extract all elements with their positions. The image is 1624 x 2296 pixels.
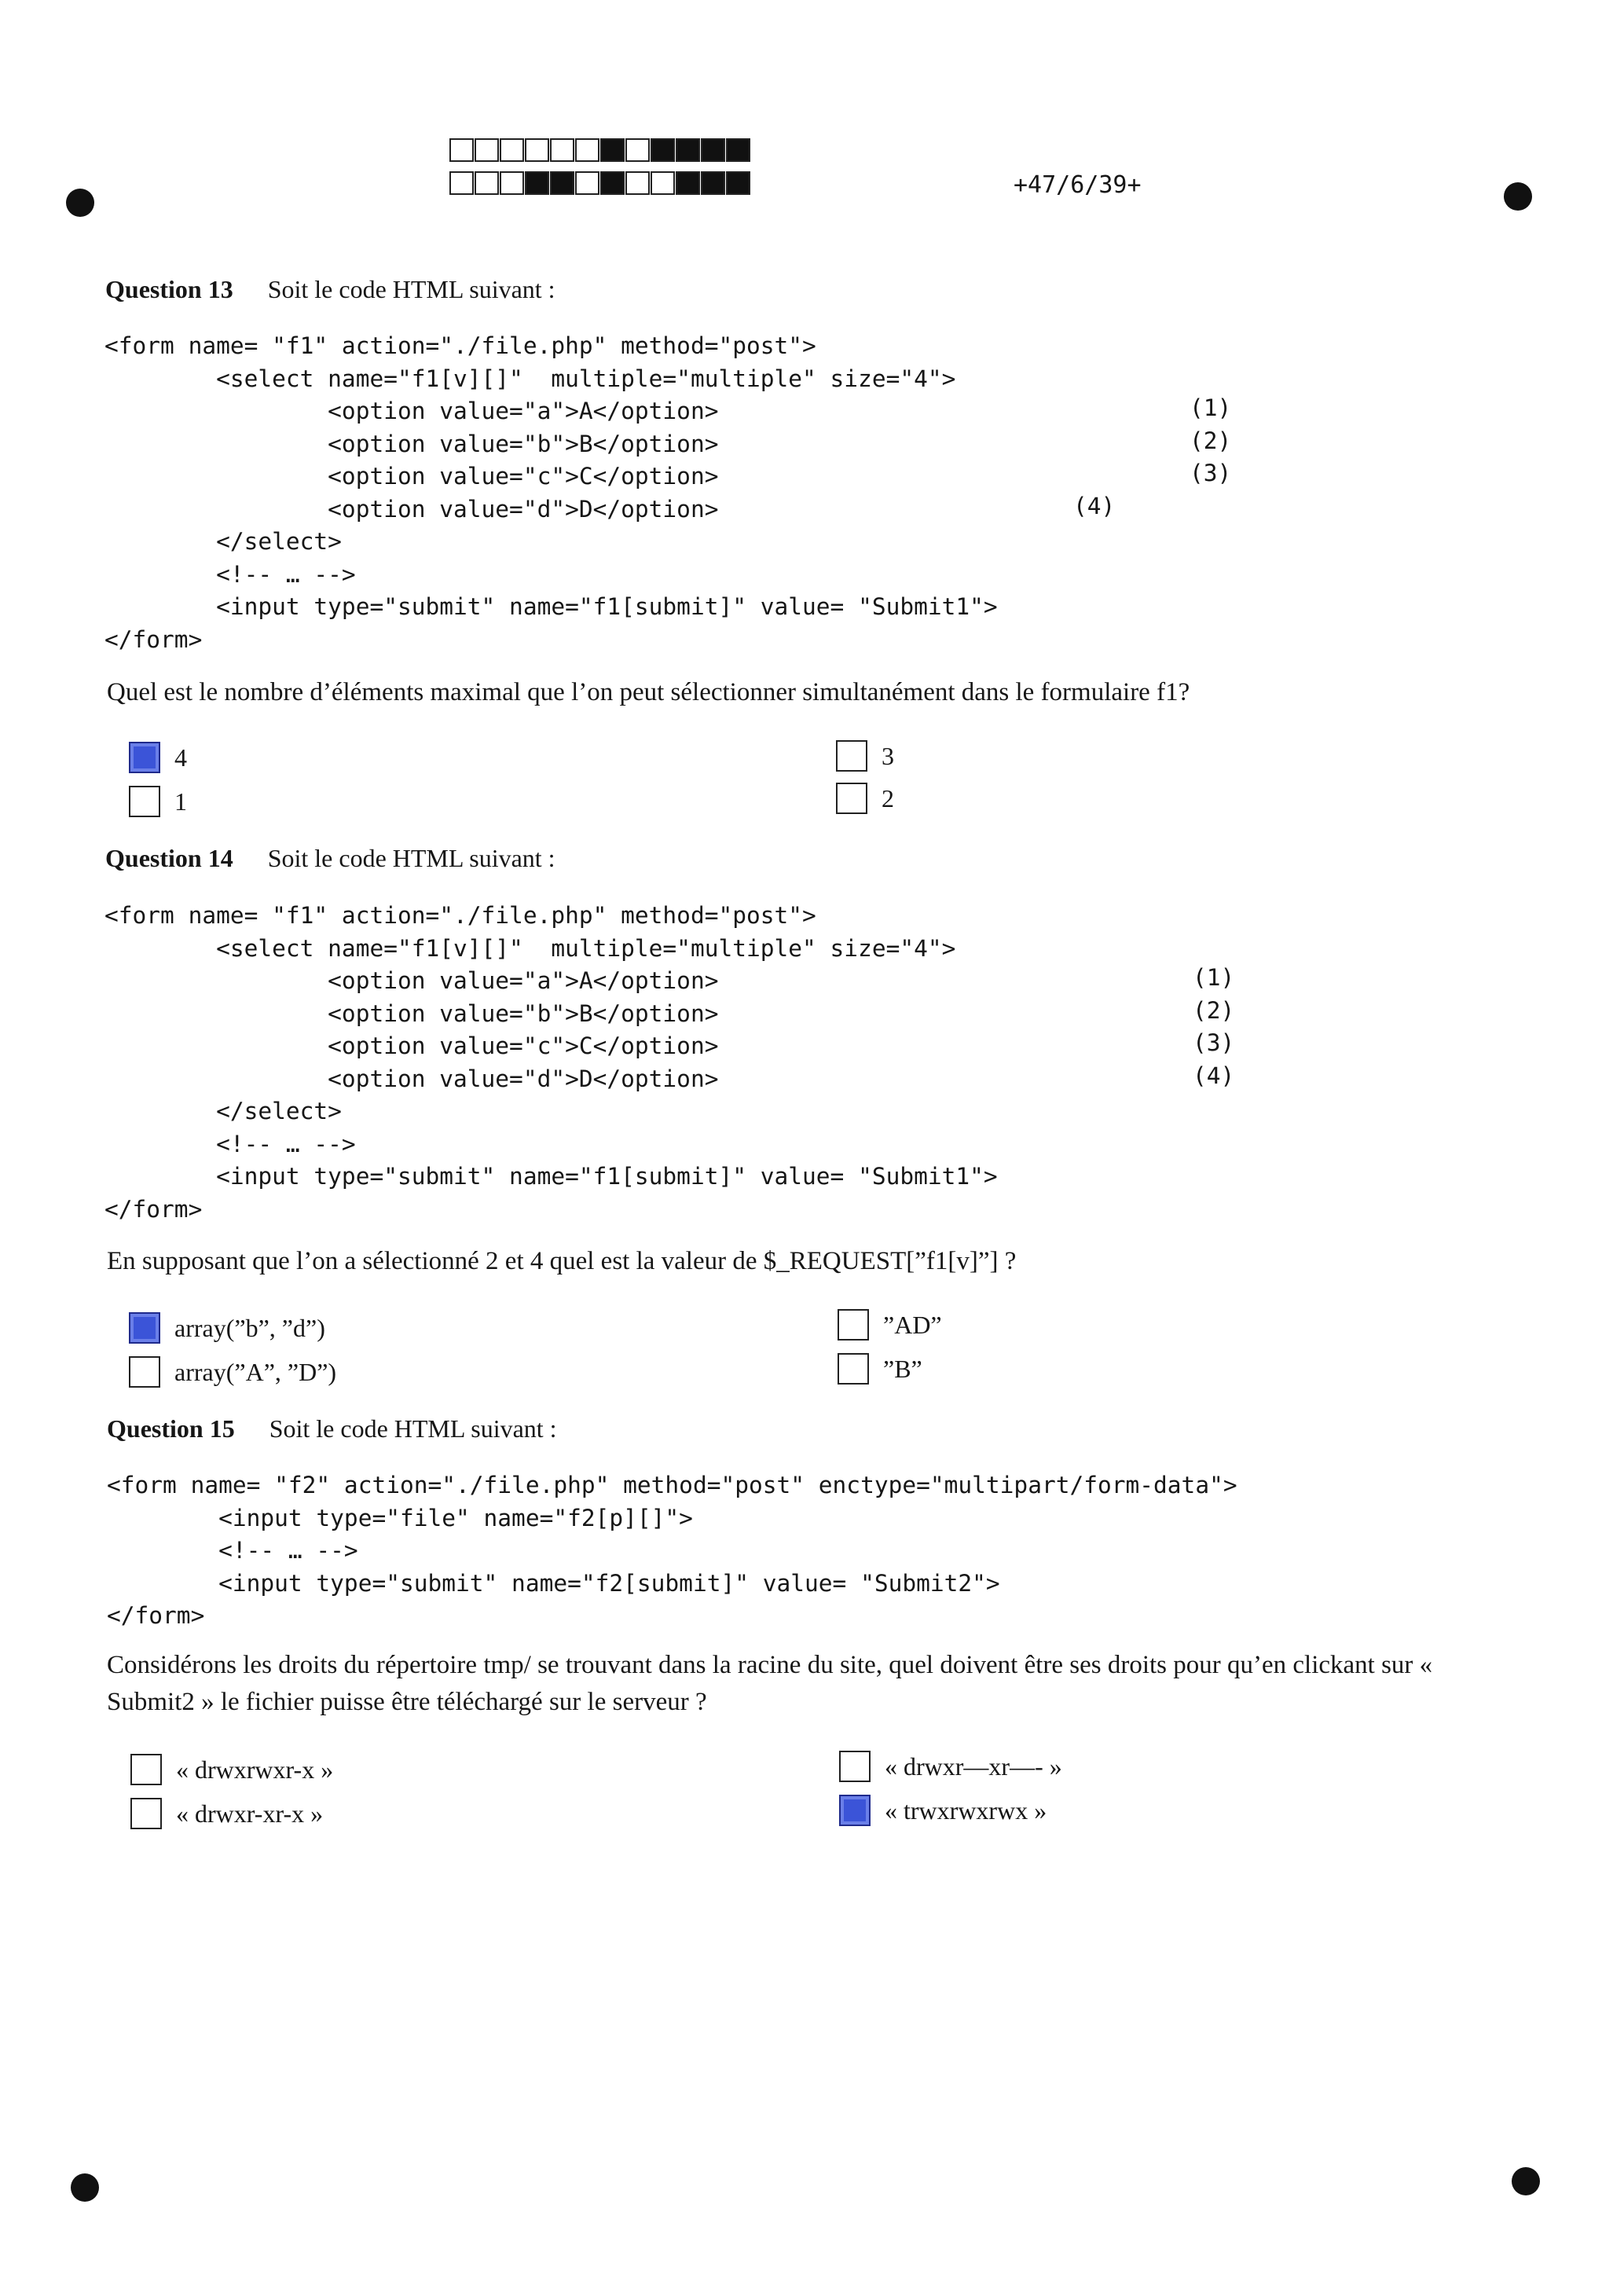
barcode-cell bbox=[500, 171, 524, 195]
barcode-cell bbox=[651, 138, 675, 162]
option-marker: (4) bbox=[1073, 493, 1116, 519]
answer-option[interactable] bbox=[839, 1795, 1047, 1826]
question-intro: Soit le code HTML suivant : bbox=[267, 844, 555, 872]
code-block: <form name= "f1" action="./file.php" method="post"> <select name="f1[v][]" multiple="multiple" size="4"> <option value="a">A</option> <option value="b">B</option> <option value="c">C</option> <option value="d">D</option> </select> <!-- … --> <input type="submit" name="f1[submit]" value= "Submit1"> </form> bbox=[104, 332, 998, 653]
answer-label: ”AD” bbox=[883, 1310, 942, 1339]
barcode-cell bbox=[525, 171, 549, 195]
answer-option[interactable] bbox=[129, 742, 187, 773]
code-block: <form name= "f2" action="./file.php" method="post" enctype="multipart/form-data"> <input type="file" name="f2[p][]"> <!-- … --> <input type="submit" name="f2[submit]" value= "Submit2"> </form> bbox=[107, 1472, 1237, 1629]
answer-label: array(”b”, ”d”) bbox=[174, 1313, 325, 1342]
barcode-cell bbox=[550, 171, 574, 195]
barcode-cell bbox=[625, 171, 650, 195]
question-prompt: En supposant que l’on a sélectionné 2 et 4 quel est la valeur de $_REQUEST[”f1[v]”] ? bbox=[107, 1247, 1017, 1275]
answer-label: array(”A”, ”D”) bbox=[174, 1357, 337, 1386]
option-marker: (1) bbox=[1190, 394, 1232, 421]
barcode-cell bbox=[525, 138, 549, 162]
barcode-cell bbox=[726, 171, 750, 195]
registration-mark-top-right bbox=[1504, 182, 1532, 211]
barcode-cell bbox=[625, 138, 650, 162]
question-prompt: Quel est le nombre d’éléments maximal que l’on peut sélectionner simultanément dans le formulaire f1? bbox=[107, 678, 1190, 706]
answer-checkbox[interactable] bbox=[130, 1754, 162, 1785]
answer-checkbox[interactable] bbox=[129, 1356, 160, 1388]
question-intro: Soit le code HTML suivant : bbox=[269, 1414, 557, 1443]
answer-checkbox[interactable] bbox=[129, 1312, 160, 1344]
barcode-cell bbox=[475, 138, 499, 162]
answer-label: « trwxrwxrwx » bbox=[885, 1795, 1047, 1825]
barcode-cell bbox=[701, 138, 725, 162]
registration-mark-bottom-right bbox=[1512, 2167, 1540, 2195]
option-markers bbox=[1193, 962, 1234, 1092]
answer-checkbox[interactable] bbox=[836, 783, 867, 814]
option-marker: (2) bbox=[1193, 996, 1235, 1024]
answer-label: 1 bbox=[174, 787, 187, 816]
question-intro: Soit le code HTML suivant : bbox=[267, 275, 555, 303]
question-number: Question 14 bbox=[105, 844, 233, 872]
answer-label: « drwxr-xr-x » bbox=[176, 1799, 324, 1828]
barcode-cell bbox=[550, 138, 574, 162]
answer-checkbox[interactable] bbox=[839, 1795, 871, 1826]
code-block: <form name= "f1" action="./file.php" method="post"> <select name="f1[v][]" multiple="multiple" size="4"> <option value="a">A</option> <option value="b">B</option> <option value="c">C</option> <option value="d">D</option> </select> <!-- … --> <input type="submit" name="f1[submit]" value= "Submit1"> </form> bbox=[104, 902, 998, 1223]
answer-option[interactable] bbox=[129, 1312, 325, 1344]
answer-option[interactable] bbox=[129, 786, 187, 817]
option-marker: (1) bbox=[1193, 964, 1235, 991]
answer-label: 2 bbox=[882, 783, 894, 812]
answer-label: 4 bbox=[174, 743, 187, 772]
question-13-heading bbox=[105, 275, 555, 304]
answer-option[interactable] bbox=[130, 1754, 333, 1785]
barcode-cell bbox=[575, 138, 599, 162]
barcode-cell bbox=[600, 138, 625, 162]
answer-label: ”B” bbox=[883, 1354, 922, 1383]
page-code: +47/6/39+ bbox=[1014, 171, 1142, 199]
answer-option[interactable] bbox=[838, 1309, 942, 1341]
answer-option[interactable] bbox=[838, 1353, 922, 1385]
barcode-cell bbox=[676, 138, 700, 162]
barcode-cell bbox=[449, 171, 474, 195]
option-marker: (2) bbox=[1190, 427, 1232, 454]
option-markers bbox=[1190, 392, 1231, 490]
barcode-cell bbox=[676, 171, 700, 195]
option-marker: (3) bbox=[1193, 1029, 1235, 1056]
registration-mark-bottom-left bbox=[71, 2173, 99, 2202]
answer-label: 3 bbox=[882, 741, 894, 770]
barcode-top-row bbox=[449, 138, 751, 162]
answer-checkbox[interactable] bbox=[838, 1353, 869, 1385]
answer-checkbox[interactable] bbox=[130, 1798, 162, 1829]
barcode-cell bbox=[651, 171, 675, 195]
barcode-cell bbox=[500, 138, 524, 162]
answer-checkbox[interactable] bbox=[129, 786, 160, 817]
answer-checkbox[interactable] bbox=[838, 1309, 869, 1341]
question-15-heading bbox=[107, 1414, 557, 1443]
answer-option[interactable] bbox=[130, 1798, 323, 1829]
barcode-cell bbox=[449, 138, 474, 162]
barcode-cell bbox=[575, 171, 599, 195]
answer-checkbox[interactable] bbox=[839, 1751, 871, 1782]
question-prompt: Considérons les droits du répertoire tmp/ se trouvant dans la racine du site, quel doivent être ses droits pour qu’en clickant sur « Submit2 » le fichier puisse être téléchargé sur le serveur ? bbox=[107, 1651, 1433, 1716]
option-marker: (4) bbox=[1193, 1062, 1235, 1089]
barcode-cell bbox=[600, 171, 625, 195]
registration-mark-top-left bbox=[66, 189, 94, 217]
barcode-bottom-row bbox=[449, 171, 751, 195]
answer-option[interactable] bbox=[836, 783, 894, 814]
question-number: Question 15 bbox=[107, 1414, 235, 1443]
answer-label: « drwxr—xr—- » bbox=[885, 1751, 1062, 1781]
question-14-heading bbox=[105, 844, 555, 873]
answer-checkbox[interactable] bbox=[129, 742, 160, 773]
answer-label: « drwxrwxr-x » bbox=[176, 1755, 334, 1784]
answer-option[interactable] bbox=[836, 740, 894, 772]
answer-checkbox[interactable] bbox=[836, 740, 867, 772]
answer-option[interactable] bbox=[129, 1356, 336, 1388]
option-marker-4 bbox=[1073, 490, 1115, 523]
barcode-cell bbox=[475, 171, 499, 195]
answer-option[interactable] bbox=[839, 1751, 1062, 1782]
question-number: Question 13 bbox=[105, 275, 233, 303]
barcode-cell bbox=[726, 138, 750, 162]
barcode-cell bbox=[701, 171, 725, 195]
option-marker: (3) bbox=[1190, 460, 1232, 486]
